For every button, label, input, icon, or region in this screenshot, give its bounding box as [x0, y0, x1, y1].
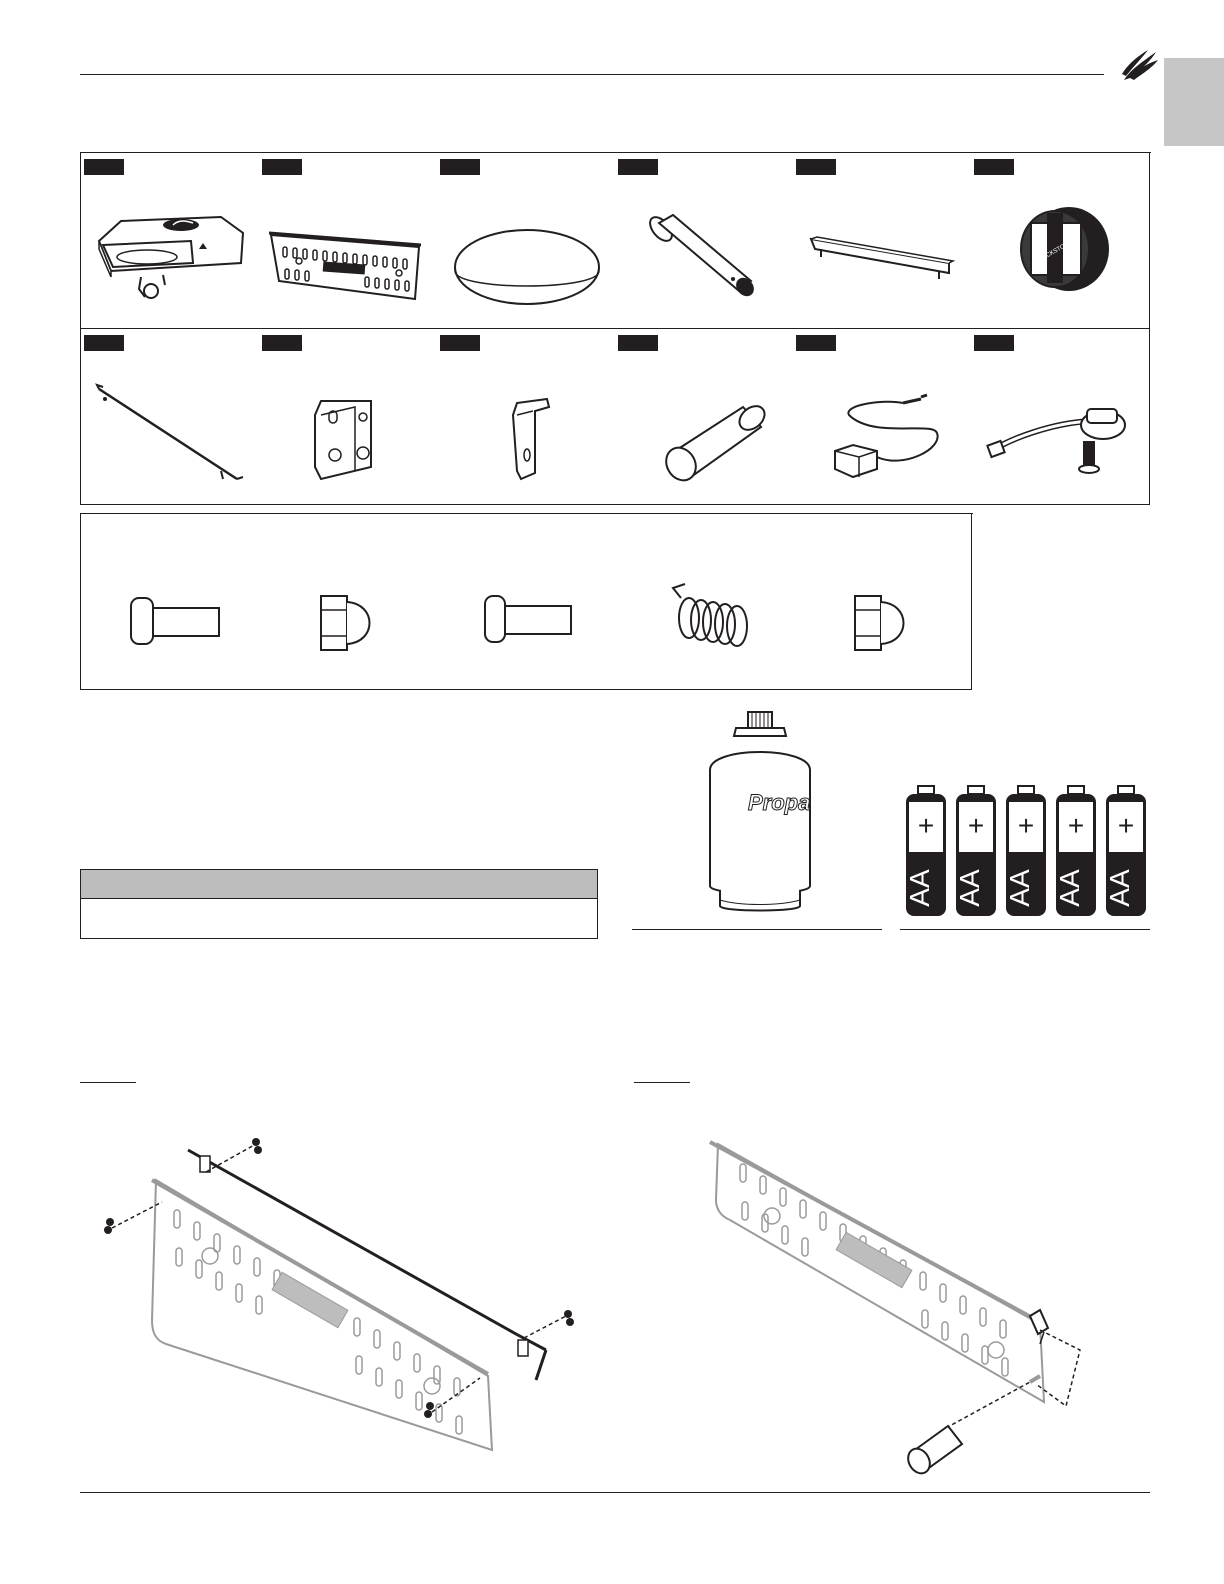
cap-nut-icon [793, 514, 971, 689]
battery-underline [900, 929, 1150, 930]
pizza-stone-icon [437, 153, 615, 328]
figure-label-1 [80, 1082, 136, 1083]
battery-size: AA [1004, 869, 1035, 907]
battery-plus: + [1067, 810, 1085, 841]
spring-icon [615, 514, 793, 689]
support-rod-icon [81, 329, 259, 504]
regulator-hose-icon [971, 329, 1149, 504]
hook-bracket-icon [437, 329, 615, 504]
battery-group [900, 784, 1150, 918]
figure-label-2 [634, 1082, 690, 1083]
battery-size: AA [904, 869, 935, 907]
battery-plus: + [917, 810, 935, 841]
requirements-table-header [81, 870, 597, 899]
part-cell [971, 329, 1150, 505]
hardware-cell [259, 514, 438, 690]
battery-size: AA [954, 869, 985, 907]
cap-nut-icon [259, 514, 437, 689]
screw-icon [437, 514, 615, 689]
part-cell [81, 153, 260, 329]
part-cell [615, 329, 794, 505]
assembly-end-cap-icon [700, 1130, 1100, 1490]
flame-logo-icon [1120, 48, 1160, 82]
propane-underline [632, 929, 882, 930]
battery-size: AA [1054, 869, 1085, 907]
part-cell [259, 329, 438, 505]
hardware-cell [437, 514, 616, 690]
battery-plus: + [1017, 810, 1035, 841]
part-cell [971, 153, 1150, 329]
propane-label: Propa [748, 790, 811, 815]
angle-bracket-icon [793, 153, 971, 328]
side-tab [1164, 58, 1224, 146]
part-cell [259, 153, 438, 329]
hardware-cell [615, 514, 794, 690]
requirements-table [80, 869, 598, 939]
wind-guard-panel-icon [259, 153, 437, 328]
mounting-bracket-icon [259, 329, 437, 504]
header-rule [80, 74, 1104, 75]
part-cell [793, 329, 972, 505]
part-cell [81, 329, 260, 505]
battery-size: AA [1104, 869, 1135, 907]
hardware-grid [80, 513, 973, 690]
battery-plus: + [967, 810, 985, 841]
assembly-wind-guard-rod-icon [96, 1130, 586, 1460]
knob-logo-text: BLACKSTONE [1035, 239, 1074, 265]
rod-end-cap-icon [615, 329, 793, 504]
burner-tube-icon [615, 153, 793, 328]
part-cell [437, 329, 616, 505]
part-cell [615, 153, 794, 329]
battery-plus: + [1117, 810, 1135, 841]
hardware-cell [81, 514, 260, 690]
propane-cylinder-icon [700, 710, 820, 920]
screw-icon [81, 514, 259, 689]
hardware-cell [793, 514, 972, 690]
footer-rule [80, 1492, 1150, 1493]
ac-adapter-icon [793, 329, 971, 504]
pizza-oven-icon [81, 153, 259, 328]
part-cell [437, 153, 616, 329]
parts-grid [80, 152, 1151, 505]
part-cell [793, 153, 972, 329]
control-knob-icon [971, 153, 1149, 328]
